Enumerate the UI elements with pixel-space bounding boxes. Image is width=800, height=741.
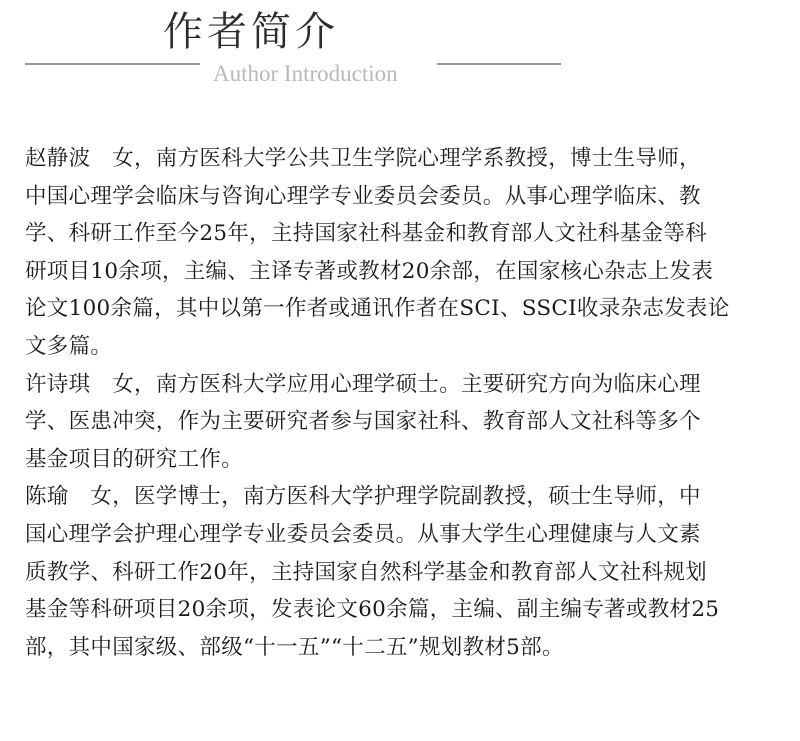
bio-line: 基金等科研项目20余项，发表论文60余篇，主编、副主编专著或教材25 [25,597,720,623]
title-rule-right [437,63,561,65]
bio-line: 国心理学会护理心理学专业委员会委员。从事大学生心理健康与人文素 [25,521,701,547]
bio-line: 陈瑜 女，医学博士，南方医科大学护理学院副教授，硕士生导师，中 [25,484,701,510]
bio-line: 许诗琪 女，南方医科大学应用心理学硕士。主要研究方向为临床心理 [25,371,701,397]
bio-line: 部，其中国家级、部级“十一五”“十二五”规划教材5部。 [25,634,564,660]
bio-line: 学、科研工作至今25年，主持国家社科基金和教育部人文社科基金等科 [25,221,707,247]
bio-line: 研项目10余项，主编、主译专著或教材20余部，在国家核心杂志上发表 [25,258,714,284]
author-bios [25,140,775,666]
bio-line: 赵静波 女，南方医科大学公共卫生学院心理学系教授，博士生导师， [25,146,701,171]
bio-line: 论文100余篇，其中以第一作者或通讯作者在SCI、SSCI收录杂志发表论 [25,296,730,322]
bio-line: 中国心理学会临床与咨询心理学专业委员会委员。从事心理学临床、教 [25,183,701,209]
bio-line: 学、医患冲突，作为主要研究者参与国家社科、教育部人文社科等多个 [25,409,701,435]
bio-line: 文多篇。 [25,333,113,359]
page-title: 作者简介 [163,9,339,55]
bio-line: 质教学、科研工作20年，主持国家自然科学基金和教育部人文社科规划 [25,559,707,585]
bio-line: 基金项目的研究工作。 [25,446,244,472]
title-rule-left [25,63,200,65]
page-subtitle: Author Introduction [213,61,398,86]
